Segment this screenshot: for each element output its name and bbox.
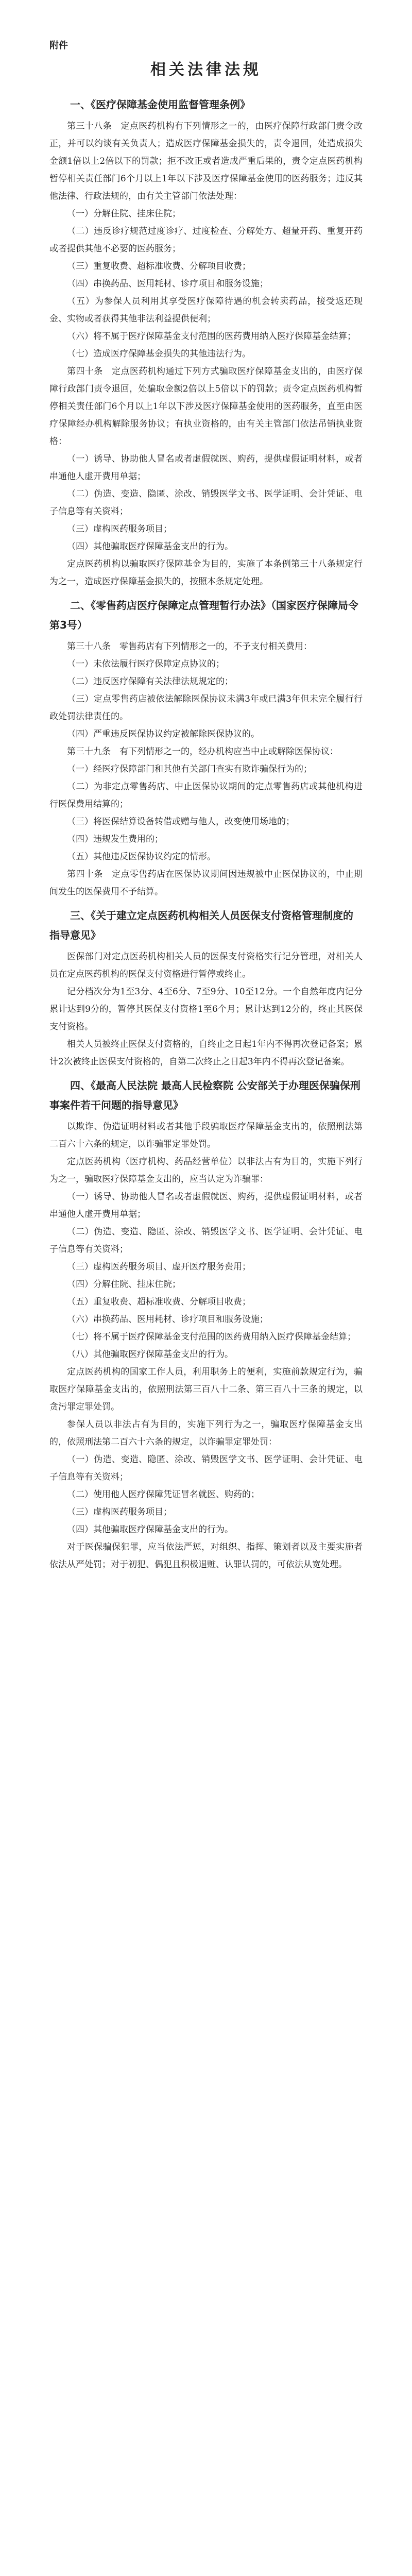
- paragraph: 第三十八条 定点医药机构有下列情形之一的，由医疗保障行政部门责令改正，并可以约谈有关负责人；造成医疗保障基金损失的，责令退回，处造成损失金额1倍以上2倍以下的罚款；拒不改正或者造成严重后果的，责令定点医药机构暂停相关责任部门6个月以上1年以下涉及医疗保障基金使用的医药服务；违反其他法律、行政法规的，由有关主管部门依法处理：: [49, 121, 363, 201]
- paragraph: （五）为参保人员利用其享受医疗保障待遇的机会转卖药品，接受返还现金、实物或者获得其他非法利益提供便利；: [49, 296, 363, 324]
- paragraph: （二）违反医疗保障有关法律法规规定的；: [67, 676, 233, 687]
- annex-label: 附件: [49, 40, 68, 51]
- paragraph: （二）为非定点零售药店、中止医保协议期间的定点零售药店或其他机构进行医保费用结算的；: [49, 782, 363, 809]
- section-heading: 一、《医疗保障基金使用监督管理条例》: [70, 98, 250, 111]
- paragraph: 定点医药机构（医疗机构、药品经营单位）以非法占有为目的，实施下列行为之一，骗取医疗保障基金支出的，应当认定为诈骗罪：: [49, 1157, 363, 1184]
- paragraph: （四）其他骗取医疗保障基金支出的行为。: [67, 541, 233, 552]
- paragraph: （四）违规发生费用的；: [67, 834, 163, 844]
- paragraph: 记分档次分为1至3分、4至6分、7至9分、10至12分。一个自然年度内记分累计达到9分的，暂停其医保支付资格1至6个月；累计达到12分的，终止其医保支付资格。: [49, 987, 363, 1032]
- paragraph: （一）诱导、协助他人冒名或者虚假就医、购药，提供虚假证明材料，或者串通他人虚开费用单据；: [49, 454, 363, 482]
- paragraph: （三）重复收费、超标准收费、分解项目收费；: [67, 261, 251, 272]
- paragraph: （一）经医疗保障部门和其他有关部门查实有欺诈骗保行为的；: [67, 764, 312, 774]
- document-title: 相关法律法规: [150, 61, 262, 79]
- paragraph: （三）将医保结算设备转借或赠与他人，改变使用场地的；: [67, 817, 295, 827]
- paragraph: 第四十条 定点零售药店在医保协议期间因违规被中止医保协议的，中止期间发生的医保费用不予结算。: [49, 869, 363, 897]
- paragraph: （五）其他违反医保协议约定的情形。: [67, 852, 216, 862]
- paragraph: 定点医药机构以骗取医疗保障基金为目的，实施了本条例第三十八条规定行为之一，造成医疗保障基金损失的，按照本条规定处理。: [49, 559, 363, 587]
- paragraph: 相关人员被终止医保支付资格的，自终止之日起1年内不得再次登记备案；累计2次被终止医保支付资格的，自第二次终止之日起3年内不得再次登记备案。: [49, 1039, 363, 1067]
- paragraph: （一）伪造、变造、隐匿、涂改、销毁医学文书、医学证明、会计凭证、电子信息等有关资料；: [49, 1454, 363, 1482]
- paragraph: 对于医保骗保犯罪，应当依法严惩，对组织、指挥、策划者以及主要实施者依法从严处罚；对于初犯、偶犯且积极退赃、认罪认罚的，可依法从宽处理。: [49, 1542, 363, 1570]
- paragraph: （七）造成医疗保障基金损失的其他违法行为。: [67, 349, 251, 359]
- section-heading: 四、《最高人民法院 最高人民检察院 公安部关于办理医保骗保刑事案件若干问题的指导意见》: [49, 1079, 360, 1111]
- section-heading: 二、《零售药店医疗保障定点管理暂行办法》（国家医疗保障局令第3号）: [49, 599, 358, 631]
- section-heading: 三、《关于建立定点医药机构相关人员医保支付资格管理制度的指导意见》: [49, 909, 353, 941]
- paragraph: （三）定点零售药店被依法解除医保协议未满3年或已满3年但未完全履行行政处罚法律责任的。: [49, 694, 363, 722]
- paragraph: 第三十九条 有下列情形之一的，经办机构应当中止或解除医保协议：: [67, 747, 338, 757]
- paragraph: （五）重复收费、超标准收费、分解项目收费；: [67, 1297, 251, 1307]
- paragraph: 第三十八条 零售药店有下列情形之一的，不予支付相关费用：: [67, 641, 312, 652]
- paragraph: （二）伪造、变造、隐匿、涂改、销毁医学文书、医学证明、会计凭证、电子信息等有关资料；: [49, 1227, 363, 1255]
- paragraph: （三）虚构医药服务项目；: [67, 524, 172, 534]
- paragraph: （二）伪造、变造、隐匿、涂改、销毁医学文书、医学证明、会计凭证、电子信息等有关资料；: [49, 489, 363, 517]
- paragraph: （六）将不属于医疗保障基金支付范围的医药费用纳入医疗保障基金结算；: [67, 331, 356, 342]
- document-body: [49, 95, 363, 1573]
- paragraph: （一）分解住院、挂床住院；: [67, 209, 181, 219]
- paragraph: 定点医药机构的国家工作人员，利用职务上的便利，实施前款规定行为，骗取医疗保障基金支出的，依照刑法第三百八十二条、第三百八十三条的规定，以贪污罪定罪处罚。: [49, 1367, 363, 1412]
- paragraph: 第四十条 定点医药机构通过下列方式骗取医疗保障基金支出的，由医疗保障行政部门责令退回，处骗取金额2倍以上5倍以下的罚款；责令定点医药机构暂停相关责任部门6个月以上1年以下涉及医疗保障基金使用的医药服务，直至由医疗保障经办机构解除服务协议；有执业资格的，由有关主管部门依法吊销执业资格：: [49, 366, 363, 447]
- paragraph: （一）诱导、协助他人冒名或者虚假就医、购药，提供虚假证明材料，或者串通他人虚开费用单据；: [49, 1192, 363, 1219]
- paragraph: （六）串换药品、医用耗材、诊疗项目和服务设施；: [67, 1314, 268, 1325]
- paragraph: （七）将不属于医疗保障基金支付范围的医药费用纳入医疗保障基金结算；: [67, 1332, 356, 1342]
- paragraph: （四）严重违反医保协议约定被解除医保协议的。: [67, 729, 260, 739]
- paragraph: （四）其他骗取医疗保障基金支出的行为。: [67, 1524, 233, 1535]
- paragraph: （四）串换药品、医用耗材、诊疗项目和服务设施；: [67, 279, 268, 289]
- paragraph: （八）其他骗取医疗保障基金支出的行为。: [67, 1349, 233, 1360]
- paragraph: （二）违反诊疗规范过度诊疗、过度检查、分解处方、超量开药、重复开药或者提供其他不必要的医药服务；: [49, 226, 363, 254]
- paragraph: （二）使用他人医疗保障凭证冒名就医、购药的；: [67, 1489, 260, 1500]
- paragraph: （一）未依法履行医疗保障定点协议的；: [67, 659, 225, 669]
- paragraph: 医保部门对定点医药机构相关人员的医保支付资格实行记分管理，对相关人员在定点医药机构的医保支付资格进行暂停或终止。: [49, 952, 363, 979]
- paragraph: （三）虚构医药服务项目；: [67, 1507, 172, 1517]
- paragraph: （四）分解住院、挂床住院；: [67, 1279, 181, 1290]
- paragraph: 参保人员以非法占有为目的，实施下列行为之一，骗取医疗保障基金支出的，依照刑法第二百六十六条的规定，以诈骗罪定罪处罚：: [49, 1419, 363, 1447]
- paragraph: 以欺诈、伪造证明材料或者其他手段骗取医疗保障基金支出的，依照刑法第二百六十六条的规定，以诈骗罪定罪处罚。: [49, 1122, 363, 1149]
- paragraph: （三）虚构医药服务项目、虚开医疗服务费用；: [67, 1262, 251, 1272]
